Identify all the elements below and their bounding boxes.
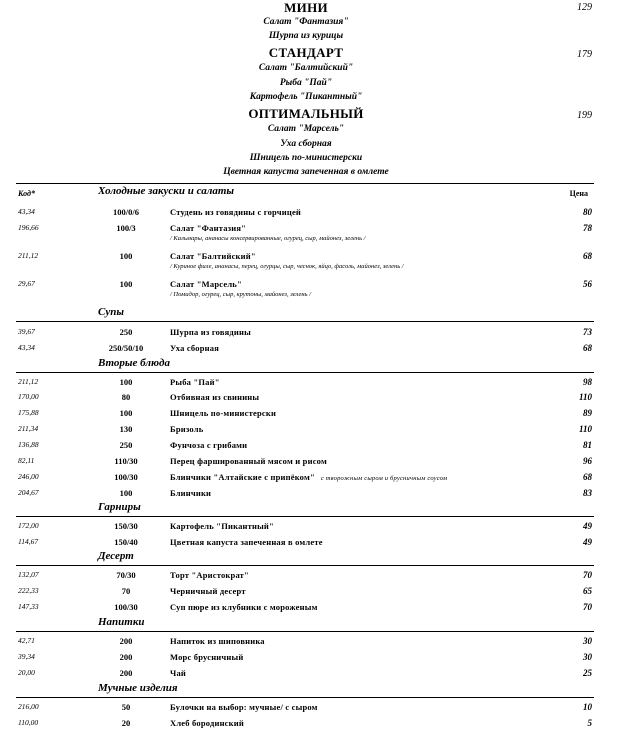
combo-dish: Уха сборная <box>280 139 332 149</box>
item-price: 89 <box>583 408 592 418</box>
item-code: 42,71 <box>18 636 35 645</box>
item-code: 39,34 <box>18 652 35 661</box>
item-code: 132,07 <box>18 570 39 579</box>
item-weight: 50 <box>121 702 131 712</box>
menu-item <box>16 406 594 420</box>
menu-item <box>16 438 594 452</box>
menu-item <box>16 650 594 664</box>
item-weight: 100 <box>119 488 133 498</box>
item-name: Шурпа из говядины <box>170 327 251 337</box>
section-title: Супы <box>98 306 124 318</box>
combo-dish: Картофель "Пикантный" <box>249 92 363 102</box>
combo-title: СТАНДАРТ <box>268 45 344 60</box>
item-price: 10 <box>583 702 592 712</box>
item-code: 204,67 <box>18 488 39 497</box>
menu-item <box>16 205 594 219</box>
item-code: 246,00 <box>18 472 39 481</box>
item-code: 114,67 <box>18 537 39 546</box>
item-price: 70 <box>583 602 592 612</box>
item-price: 68 <box>583 472 592 482</box>
item-code: 43,34 <box>18 207 35 216</box>
item-name: Чай <box>170 668 186 678</box>
item-name: Хлеб бородинский <box>170 718 244 728</box>
item-code: 110,00 <box>18 718 39 727</box>
item-code: 216,00 <box>18 702 39 711</box>
item-price: 68 <box>583 343 592 353</box>
item-name: Картофель "Пикантный" <box>170 521 274 531</box>
section-title: Гарниры <box>98 501 141 513</box>
item-price: 110 <box>578 424 592 434</box>
item-weight: 100/3 <box>116 223 136 233</box>
item-name: Суп пюре из клубники с мороженым <box>170 602 318 612</box>
menu-item <box>16 325 594 339</box>
menu-item <box>16 486 594 500</box>
menu-item <box>16 666 594 680</box>
item-price: 49 <box>583 521 592 531</box>
item-code: 211,34 <box>18 424 39 433</box>
menu-item <box>16 249 594 263</box>
item-weight: 100/30 <box>114 472 138 482</box>
menu-item <box>16 519 594 533</box>
section-title: Мучные изделия <box>98 682 178 694</box>
item-weight: 100 <box>119 408 133 418</box>
menu-item <box>16 375 594 389</box>
divider <box>16 516 594 517</box>
combo-price: 179 <box>577 49 592 60</box>
item-weight: 100 <box>119 377 133 387</box>
item-weight: 70 <box>121 586 131 596</box>
item-weight: 150/40 <box>114 537 138 547</box>
item-name: Шницель по-министерски <box>170 408 277 418</box>
menu-item <box>16 584 594 598</box>
item-weight: 250/50/10 <box>108 343 144 353</box>
item-weight: 100 <box>119 279 133 289</box>
item-weight: 200 <box>119 668 133 678</box>
menu-item <box>16 700 594 714</box>
item-price: 80 <box>583 207 592 217</box>
item-weight: 200 <box>119 652 133 662</box>
item-weight: 20 <box>121 718 131 728</box>
item-weight: 100/30 <box>114 602 138 612</box>
combo-dish: Салат "Балтийский" <box>258 63 354 73</box>
item-price: 68 <box>583 251 592 261</box>
combo-price: 129 <box>577 2 592 13</box>
divider <box>16 697 594 698</box>
item-weight: 70/30 <box>116 570 136 580</box>
menu-item <box>16 221 594 235</box>
item-price: 83 <box>583 488 592 498</box>
item-name: Булочки на выбор: мучные/ с сыром <box>170 702 318 712</box>
item-price: 96 <box>583 456 592 466</box>
item-name: Студень из говядины с горчицей <box>170 207 302 217</box>
item-name: Салат "Фантазия" <box>170 223 247 233</box>
item-composition: / Помидор, огурец, сыр, крутоны, майонез, зелень / <box>170 291 311 298</box>
divider <box>16 183 594 184</box>
price-column-header: Цена <box>569 189 588 198</box>
item-weight: 100/0/6 <box>113 207 139 217</box>
item-code: 82,11 <box>18 456 35 465</box>
combo-dish: Рыба "Пай" <box>279 78 333 88</box>
combo-dish: Салат "Фантазия" <box>263 17 349 27</box>
item-weight: 250 <box>119 327 133 337</box>
item-name <box>170 470 447 486</box>
item-code: 39,67 <box>18 327 35 336</box>
item-name: Отбивная из свинины <box>170 392 260 402</box>
item-price: 49 <box>583 537 592 547</box>
item-weight: 250 <box>119 440 133 450</box>
menu-item <box>16 277 594 291</box>
item-price: 30 <box>583 652 592 662</box>
item-price: 110 <box>578 392 592 402</box>
menu-item <box>16 470 594 484</box>
item-name: Салат "Марсель" <box>170 279 242 289</box>
item-code: 170,00 <box>18 392 39 401</box>
menu-item <box>16 716 594 730</box>
menu-item <box>16 341 594 355</box>
item-name: Торт "Аристократ" <box>170 570 249 580</box>
item-composition: / Куриное филе, ананасы, перец, огурцы, сыр, чеснок, яйцо, фасоль, майонез, зелень / <box>170 263 404 270</box>
item-price: 56 <box>583 279 592 289</box>
section-title: Десерт <box>98 550 134 562</box>
menu-item <box>16 454 594 468</box>
item-weight: 80 <box>121 392 131 402</box>
item-code: 196,66 <box>18 223 39 232</box>
combo-title: ОПТИМАЛЬНЫЙ <box>248 106 364 121</box>
item-name: Перец фаршированный мясом и рисом <box>170 456 327 466</box>
item-code: 29,67 <box>18 279 35 288</box>
menu-item <box>16 390 594 404</box>
item-code: 43,34 <box>18 343 35 352</box>
combo-dish: Салат "Марсель" <box>267 124 345 134</box>
item-name: Уха сборная <box>170 343 219 353</box>
divider <box>16 631 594 632</box>
menu-item <box>16 535 594 549</box>
item-price: 78 <box>583 223 592 233</box>
item-note: с творожным сыром и брусничным соусом <box>320 475 448 482</box>
combo-title: МИНИ <box>284 0 328 15</box>
combo-dish: Шурпа из курицы <box>268 31 344 41</box>
item-code: 211,12 <box>18 251 39 260</box>
item-weight: 150/30 <box>114 521 138 531</box>
item-weight: 110/30 <box>114 456 138 466</box>
item-price: 73 <box>583 327 592 337</box>
divider <box>16 321 594 322</box>
item-weight: 200 <box>119 636 133 646</box>
item-price: 30 <box>583 636 592 646</box>
item-weight: 130 <box>119 424 133 434</box>
section-title: Вторые блюда <box>98 357 170 369</box>
item-name: Рыба "Пай" <box>170 377 220 387</box>
item-name: Черничный десерт <box>170 586 246 596</box>
item-name-text: Блинчики "Алтайские с припёком" <box>170 472 315 482</box>
combo-price: 199 <box>577 110 592 121</box>
section-title: Холодные закуски и салаты <box>98 185 235 197</box>
item-code: 136,88 <box>18 440 39 449</box>
item-price: 65 <box>583 586 592 596</box>
item-code: 20,00 <box>18 668 35 677</box>
item-weight: 100 <box>119 251 133 261</box>
combo-dish: Шницель по-министерски <box>249 153 363 163</box>
menu-item <box>16 568 594 582</box>
item-code: 211,12 <box>18 377 39 386</box>
item-name: Салат "Балтийский" <box>170 251 256 261</box>
item-code: 147,33 <box>18 602 39 611</box>
item-price: 98 <box>583 377 592 387</box>
item-name: Морс брусничный <box>170 652 244 662</box>
menu-item <box>16 600 594 614</box>
menu-item <box>16 422 594 436</box>
item-composition: / Кальмары, ананасы консервированные, огурец, сыр, майонез, зелень / <box>170 235 366 242</box>
item-code: 172,00 <box>18 521 39 530</box>
item-code: 222,33 <box>18 586 39 595</box>
item-price: 25 <box>583 668 592 678</box>
item-name: Цветная капуста запеченная в омлете <box>170 537 323 547</box>
item-name: Блинчики <box>170 488 212 498</box>
code-column-header: Код* <box>18 189 35 198</box>
divider <box>16 565 594 566</box>
item-price: 70 <box>583 570 592 580</box>
item-name: Фунчоза с грибами <box>170 440 248 450</box>
item-code: 175,88 <box>18 408 39 417</box>
divider <box>16 372 594 373</box>
item-price: 5 <box>587 718 592 728</box>
item-name: Напиток из шиповника <box>170 636 265 646</box>
item-price: 81 <box>583 440 592 450</box>
section-title: Напитки <box>98 616 145 628</box>
item-name: Бризоль <box>170 424 204 434</box>
menu-item <box>16 634 594 648</box>
combo-dish: Цветная капуста запеченная в омлете <box>223 167 389 177</box>
